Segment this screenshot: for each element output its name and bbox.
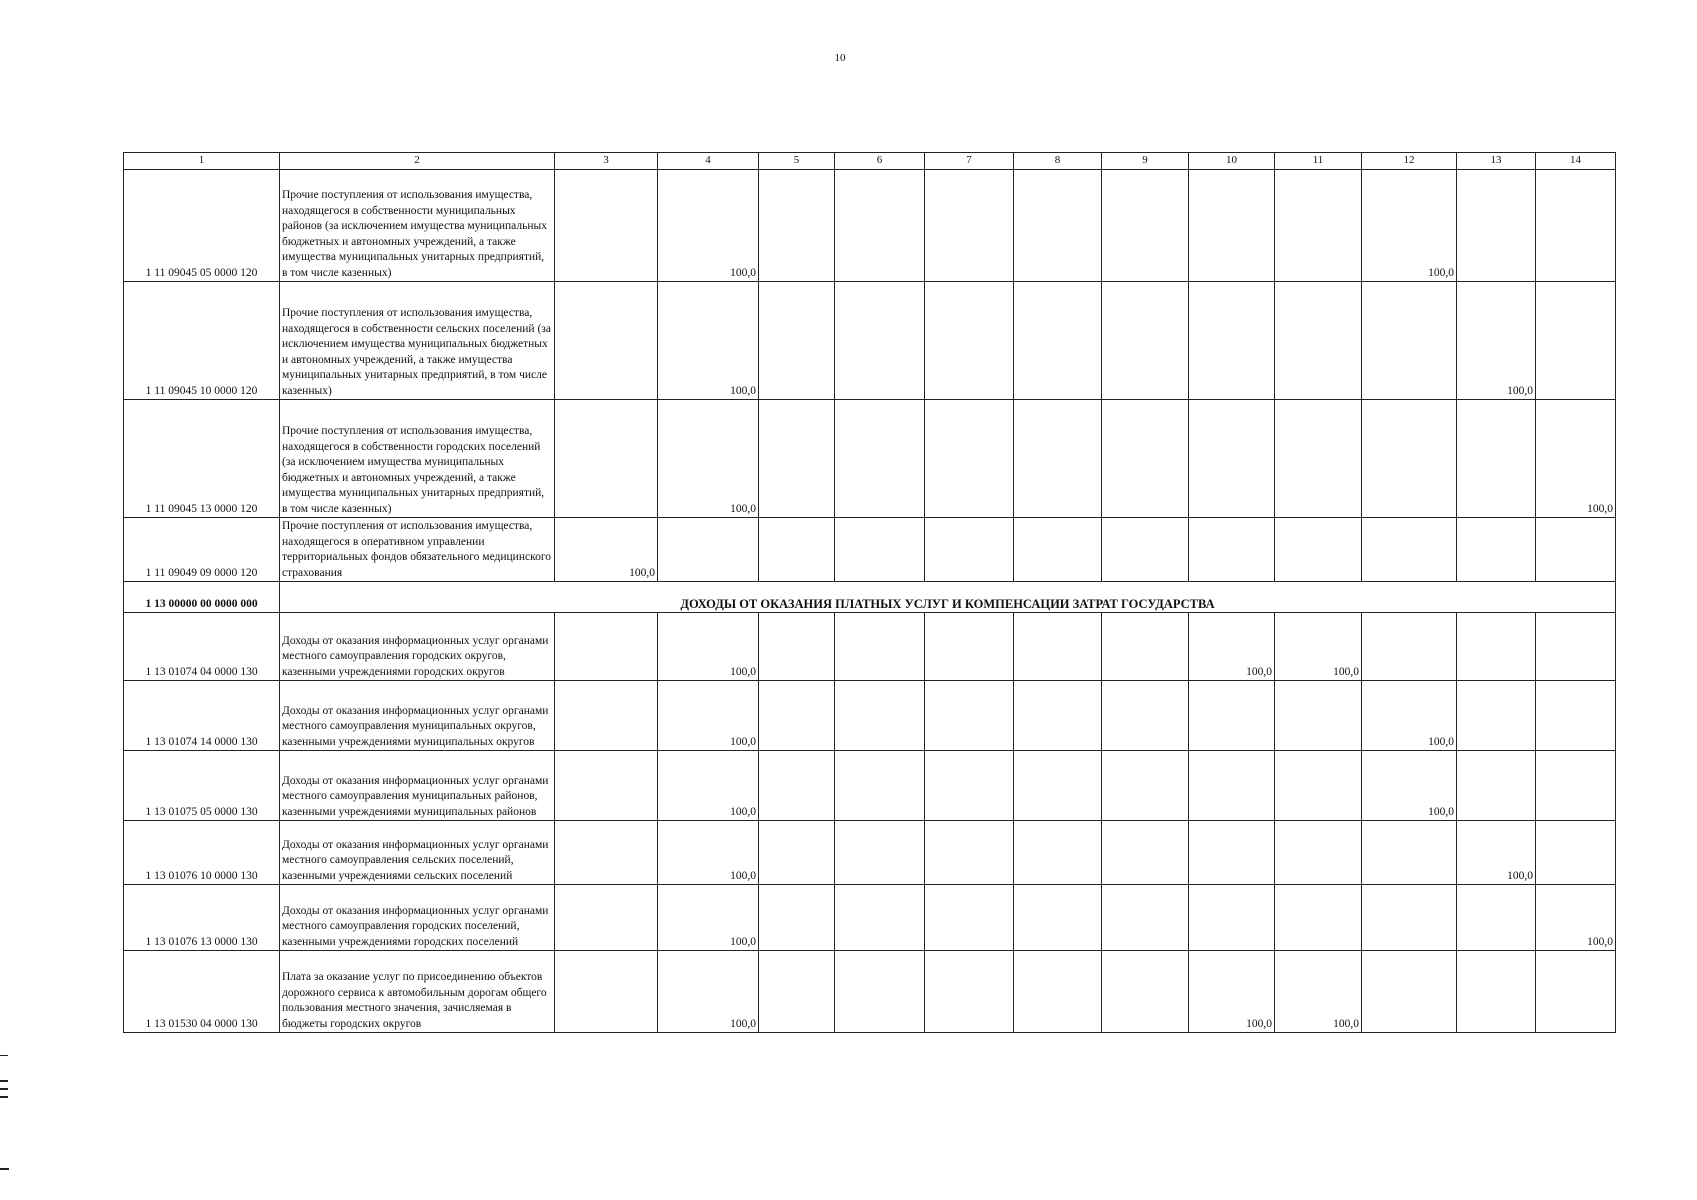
- column-header: 10: [1189, 153, 1275, 170]
- normative-value-col-12: [1362, 613, 1457, 681]
- normative-value-col-13: [1457, 951, 1536, 1033]
- normative-value-col-3: [555, 170, 658, 282]
- normative-value-col-12: [1362, 885, 1457, 951]
- normative-value-col-6: [835, 885, 925, 951]
- normative-value-col-7: [925, 282, 1014, 400]
- normative-value-col-5: [759, 613, 835, 681]
- normative-value-col-9: [1102, 400, 1189, 518]
- column-header: 7: [925, 153, 1014, 170]
- revenue-description: Прочие поступления от использования имущества, находящегося в собственности сельских поселений (за исключением имущества муниципальных бюджетных и автономных учреждений, а также имущества муниципальных унитарных предприятий, в том числе казенных): [280, 282, 555, 400]
- classification-code: 1 13 01074 14 0000 130: [124, 681, 280, 751]
- column-header: 5: [759, 153, 835, 170]
- classification-code: 1 13 01076 10 0000 130: [124, 821, 280, 885]
- normative-value-col-10: [1189, 751, 1275, 821]
- normative-value-col-13: [1457, 518, 1536, 582]
- column-number-header: [124, 153, 1616, 170]
- normative-value-col-14: 100,0: [1536, 400, 1616, 518]
- column-header: 8: [1014, 153, 1102, 170]
- normative-value-col-8: [1014, 282, 1102, 400]
- normative-value-col-9: [1102, 282, 1189, 400]
- normative-value-col-14: [1536, 751, 1616, 821]
- normative-value-col-8: [1014, 400, 1102, 518]
- normative-value-col-6: [835, 681, 925, 751]
- section-row: [124, 582, 1616, 613]
- normative-value-col-9: [1102, 613, 1189, 681]
- column-header: 11: [1275, 153, 1362, 170]
- normative-value-col-9: [1102, 821, 1189, 885]
- column-header: 1: [124, 153, 280, 170]
- normative-value-col-14: [1536, 951, 1616, 1033]
- normative-value-col-13: [1457, 170, 1536, 282]
- normative-value-col-6: [835, 400, 925, 518]
- normative-value-col-12: [1362, 400, 1457, 518]
- normative-value-col-5: [759, 282, 835, 400]
- column-header: 14: [1536, 153, 1616, 170]
- classification-code: 1 11 09045 05 0000 120: [124, 170, 280, 282]
- normative-value-col-5: [759, 951, 835, 1033]
- normative-value-col-7: [925, 400, 1014, 518]
- normative-value-col-3: [555, 751, 658, 821]
- scan-edge-mark: [0, 1080, 8, 1082]
- column-header: 13: [1457, 153, 1536, 170]
- normative-value-col-4: 100,0: [658, 951, 759, 1033]
- normative-value-col-5: [759, 681, 835, 751]
- table-row: [124, 518, 1616, 582]
- normative-value-col-12: [1362, 821, 1457, 885]
- normative-value-col-3: [555, 681, 658, 751]
- normative-value-col-3: 100,0: [555, 518, 658, 582]
- normative-value-col-11: [1275, 885, 1362, 951]
- normative-value-col-8: [1014, 170, 1102, 282]
- normative-value-col-3: [555, 400, 658, 518]
- normative-value-col-10: [1189, 400, 1275, 518]
- revenue-table: [123, 152, 1616, 1033]
- normative-value-col-4: 100,0: [658, 681, 759, 751]
- normative-value-col-7: [925, 681, 1014, 751]
- normative-value-col-12: 100,0: [1362, 170, 1457, 282]
- scan-edge-mark: [0, 1096, 8, 1098]
- normative-value-col-11: 100,0: [1275, 951, 1362, 1033]
- normative-value-col-6: [835, 821, 925, 885]
- normative-value-col-11: 100,0: [1275, 613, 1362, 681]
- normative-value-col-6: [835, 613, 925, 681]
- normative-value-col-8: [1014, 885, 1102, 951]
- normative-value-col-3: [555, 613, 658, 681]
- normative-value-col-6: [835, 170, 925, 282]
- normative-value-col-11: [1275, 821, 1362, 885]
- table-row: [124, 885, 1616, 951]
- normative-value-col-7: [925, 751, 1014, 821]
- normative-value-col-4: 100,0: [658, 885, 759, 951]
- normative-value-col-8: [1014, 613, 1102, 681]
- normative-value-col-13: 100,0: [1457, 821, 1536, 885]
- normative-value-col-9: [1102, 170, 1189, 282]
- table-row: [124, 613, 1616, 681]
- normative-value-col-7: [925, 821, 1014, 885]
- normative-value-col-13: [1457, 613, 1536, 681]
- table-row: [124, 751, 1616, 821]
- column-header: 3: [555, 153, 658, 170]
- normative-value-col-5: [759, 400, 835, 518]
- table-row: [124, 282, 1616, 400]
- normative-value-col-10: [1189, 518, 1275, 582]
- normative-value-col-7: [925, 613, 1014, 681]
- normative-value-col-4: 100,0: [658, 170, 759, 282]
- normative-value-col-10: [1189, 885, 1275, 951]
- normative-value-col-11: [1275, 282, 1362, 400]
- normative-value-col-13: [1457, 885, 1536, 951]
- table-row: [124, 821, 1616, 885]
- normative-value-col-6: [835, 751, 925, 821]
- normative-value-col-4: 100,0: [658, 400, 759, 518]
- normative-value-col-9: [1102, 751, 1189, 821]
- normative-value-col-10: [1189, 282, 1275, 400]
- normative-value-col-9: [1102, 885, 1189, 951]
- page-number: 10: [834, 52, 846, 64]
- normative-value-col-7: [925, 951, 1014, 1033]
- classification-code: 1 13 01075 05 0000 130: [124, 751, 280, 821]
- scan-edge-mark: [0, 1055, 8, 1056]
- normative-value-col-4: [658, 518, 759, 582]
- column-header: 9: [1102, 153, 1189, 170]
- classification-code: 1 13 01530 04 0000 130: [124, 951, 280, 1033]
- normative-value-col-14: [1536, 170, 1616, 282]
- normative-value-col-9: [1102, 518, 1189, 582]
- normative-value-col-14: [1536, 518, 1616, 582]
- classification-code: 1 11 09045 13 0000 120: [124, 400, 280, 518]
- normative-value-col-14: [1536, 681, 1616, 751]
- table-row: [124, 951, 1616, 1033]
- revenue-description: Плата за оказание услуг по присоединению объектов дорожного сервиса к автомобильным дорогам общего пользования местного значения, зачисляемая в бюджеты городских округов: [280, 951, 555, 1033]
- revenue-description: Прочие поступления от использования имущества, находящегося в оперативном управлении территориальных фондов обязательного медицинского страхования: [280, 518, 555, 582]
- normative-value-col-14: [1536, 282, 1616, 400]
- normative-value-col-5: [759, 518, 835, 582]
- normative-value-col-10: [1189, 821, 1275, 885]
- normative-value-col-13: [1457, 681, 1536, 751]
- normative-value-col-10: [1189, 170, 1275, 282]
- column-header: 4: [658, 153, 759, 170]
- normative-value-col-4: 100,0: [658, 751, 759, 821]
- normative-value-col-8: [1014, 751, 1102, 821]
- classification-code: 1 11 09045 10 0000 120: [124, 282, 280, 400]
- normative-value-col-14: [1536, 821, 1616, 885]
- normative-value-col-8: [1014, 951, 1102, 1033]
- table-row: [124, 400, 1616, 518]
- normative-value-col-7: [925, 170, 1014, 282]
- table-row: [124, 681, 1616, 751]
- revenue-description: Доходы от оказания информационных услуг органами местного самоуправления городских поселений, казенными учреждениями городских поселений: [280, 885, 555, 951]
- normative-value-col-5: [759, 885, 835, 951]
- normative-value-col-6: [835, 951, 925, 1033]
- normative-value-col-8: [1014, 681, 1102, 751]
- revenue-description: Доходы от оказания информационных услуг органами местного самоуправления муниципальных округов, казенными учреждениями муниципальных округов: [280, 681, 555, 751]
- normative-value-col-13: [1457, 751, 1536, 821]
- normative-value-col-6: [835, 518, 925, 582]
- revenue-description: Доходы от оказания информационных услуг органами местного самоуправления городских округов, казенными учреждениями городских округов: [280, 613, 555, 681]
- normative-value-col-12: [1362, 282, 1457, 400]
- normative-value-col-3: [555, 951, 658, 1033]
- normative-value-col-10: [1189, 681, 1275, 751]
- normative-value-col-5: [759, 751, 835, 821]
- normative-value-col-3: [555, 821, 658, 885]
- section-title: ДОХОДЫ ОТ ОКАЗАНИЯ ПЛАТНЫХ УСЛУГ И КОМПЕНСАЦИИ ЗАТРАТ ГОСУДАРСТВА: [280, 582, 1616, 613]
- column-header: 2: [280, 153, 555, 170]
- column-header: 6: [835, 153, 925, 170]
- normative-value-col-3: [555, 885, 658, 951]
- normative-value-col-5: [759, 821, 835, 885]
- revenue-description: Прочие поступления от использования имущества, находящегося в собственности городских поселений (за исключением имущества муниципальных бюджетных и автономных учреждений, а также имущества муниципальных унитарных предприятий, в том числе казенных): [280, 400, 555, 518]
- normative-value-col-11: [1275, 751, 1362, 821]
- normative-value-col-5: [759, 170, 835, 282]
- normative-value-col-11: [1275, 518, 1362, 582]
- normative-value-col-11: [1275, 170, 1362, 282]
- normative-value-col-12: 100,0: [1362, 681, 1457, 751]
- classification-code: 1 13 01074 04 0000 130: [124, 613, 280, 681]
- column-header: 12: [1362, 153, 1457, 170]
- scan-edge-mark: [0, 1168, 9, 1170]
- normative-value-col-9: [1102, 951, 1189, 1033]
- normative-value-col-9: [1102, 681, 1189, 751]
- normative-value-col-10: 100,0: [1189, 613, 1275, 681]
- normative-value-col-13: [1457, 400, 1536, 518]
- table-row: [124, 170, 1616, 282]
- normative-value-col-12: [1362, 518, 1457, 582]
- normative-value-col-3: [555, 282, 658, 400]
- normative-value-col-8: [1014, 518, 1102, 582]
- classification-code: 1 11 09049 09 0000 120: [124, 518, 280, 582]
- normative-value-col-4: 100,0: [658, 282, 759, 400]
- normative-value-col-11: [1275, 681, 1362, 751]
- normative-value-col-7: [925, 518, 1014, 582]
- normative-value-col-12: 100,0: [1362, 751, 1457, 821]
- normative-value-col-4: 100,0: [658, 821, 759, 885]
- scan-edge-mark: [0, 1088, 8, 1090]
- revenue-description: Прочие поступления от использования имущества, находящегося в собственности муниципальных районов (за исключением имущества муниципальных бюджетных и автономных учреждений, а также имущества муниципальных унитарных предприятий, в том числе казенных): [280, 170, 555, 282]
- normative-value-col-14: 100,0: [1536, 885, 1616, 951]
- normative-value-col-10: 100,0: [1189, 951, 1275, 1033]
- normative-value-col-4: 100,0: [658, 613, 759, 681]
- normative-value-col-7: [925, 885, 1014, 951]
- normative-value-col-6: [835, 282, 925, 400]
- normative-value-col-12: [1362, 951, 1457, 1033]
- normative-value-col-8: [1014, 821, 1102, 885]
- classification-code: 1 13 01076 13 0000 130: [124, 885, 280, 951]
- revenue-description: Доходы от оказания информационных услуг органами местного самоуправления муниципальных районов, казенными учреждениями муниципальных районов: [280, 751, 555, 821]
- section-code: 1 13 00000 00 0000 000: [124, 582, 280, 613]
- revenue-description: Доходы от оказания информационных услуг органами местного самоуправления сельских поселений, казенными учреждениями сельских поселений: [280, 821, 555, 885]
- normative-value-col-11: [1275, 400, 1362, 518]
- normative-value-col-13: 100,0: [1457, 282, 1536, 400]
- normative-value-col-14: [1536, 613, 1616, 681]
